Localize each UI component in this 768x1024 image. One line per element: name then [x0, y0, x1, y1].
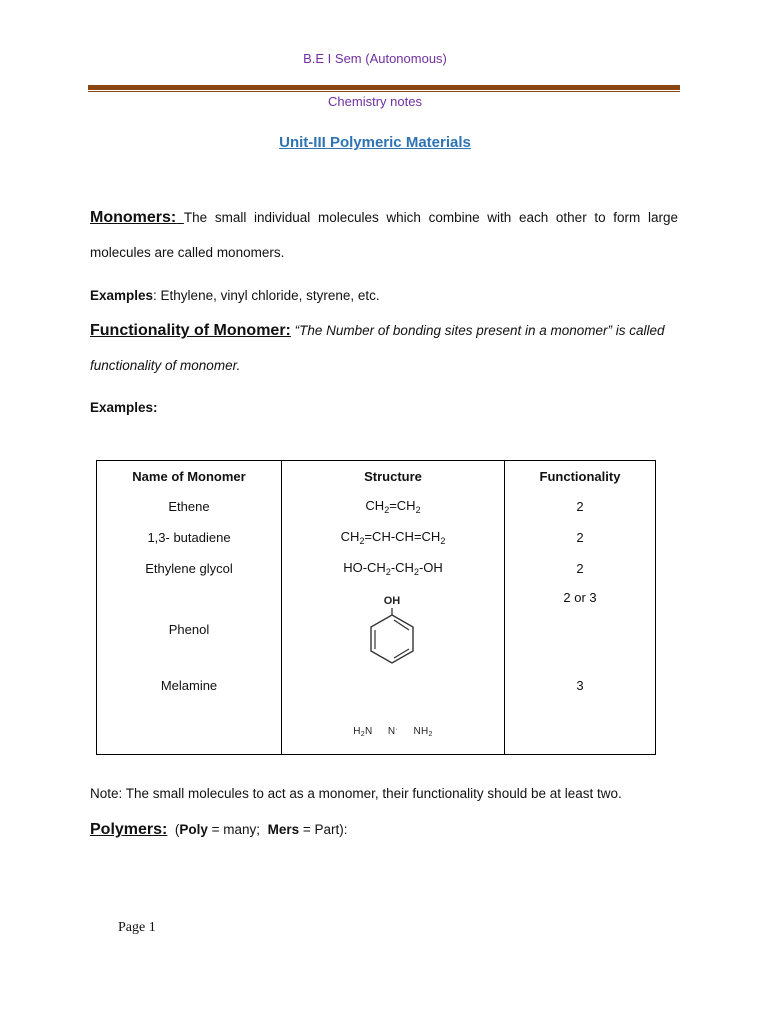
monomers-paragraph: [90, 200, 678, 270]
cell-structure: [282, 674, 505, 754]
header-functionality: Functionality: [539, 468, 621, 484]
table-row: [97, 522, 656, 553]
examples-text: : Ethylene, vinyl chloride, styrene, etc.: [153, 288, 380, 303]
header-name: Name of Monomer: [97, 461, 282, 492]
phenol-structure-icon: [358, 591, 428, 665]
monomer-table: [96, 460, 656, 755]
unit-title: Unit-III Polymeric Materials: [279, 134, 471, 151]
header-course: B.E I Sem (Autonomous): [303, 51, 447, 66]
table-header-row: [97, 461, 656, 492]
cell-name: Ethene: [97, 491, 282, 522]
polymers-paragraph: Polymers: (Poly = many; Mers = Part):: [90, 821, 348, 838]
header-rule-thick: [88, 85, 680, 90]
cell-structure: $CH_2=CH-CH=CH_2$: [282, 522, 505, 553]
monomers-definition: The small individual molecules which combine with each other to form large molecules are called monomers.: [90, 210, 678, 260]
table-row: [97, 553, 656, 584]
cell-functionality: 3: [576, 678, 584, 693]
monomers-examples: [90, 278, 678, 313]
svg-text:OH: OH: [383, 594, 401, 607]
functionality-definition: “The Number of bonding sites present in a monomer” is called functionality of monomer.: [90, 323, 665, 373]
cell-functionality: 2: [576, 499, 584, 514]
examples-label: Examples: [90, 288, 154, 303]
cell-structure: $CH_2=CH_2$: [282, 491, 505, 522]
cell-name: Phenol: [97, 584, 282, 674]
cell-structure: [282, 584, 505, 674]
header-structure: Structure: [282, 461, 505, 492]
functionality-heading: Functionality of Monomer: [90, 322, 286, 339]
functionality-colon: :: [285, 322, 291, 339]
header-rule-thin: [88, 91, 680, 92]
melamine-structure: $H_2N$ N· $NH_2$: [353, 725, 433, 738]
page-number: Page 1: [118, 920, 156, 935]
table-row: [97, 674, 656, 754]
cell-structure: $HO-CH_2-CH_2-OH$: [282, 553, 505, 584]
table-row: [97, 491, 656, 522]
header-subject: Chemistry notes: [328, 94, 422, 109]
functionality-examples-label: Examples:: [90, 400, 158, 415]
polymers-heading: Polymers:: [90, 821, 168, 838]
cell-name: Melamine: [97, 674, 282, 754]
note-text: Note: The small molecules to act as a monomer, their functionality should be at least two.: [90, 786, 622, 801]
monomers-heading: Monomers:: [90, 209, 177, 226]
cell-functionality: 2: [576, 530, 584, 545]
table-row: [97, 584, 656, 674]
cell-name: 1,3- butadiene: [97, 522, 282, 553]
cell-functionality: 2 or 3: [563, 590, 597, 605]
cell-functionality: 2: [576, 561, 584, 576]
functionality-paragraph: [90, 313, 678, 383]
cell-name: Ethylene glycol: [97, 553, 282, 584]
